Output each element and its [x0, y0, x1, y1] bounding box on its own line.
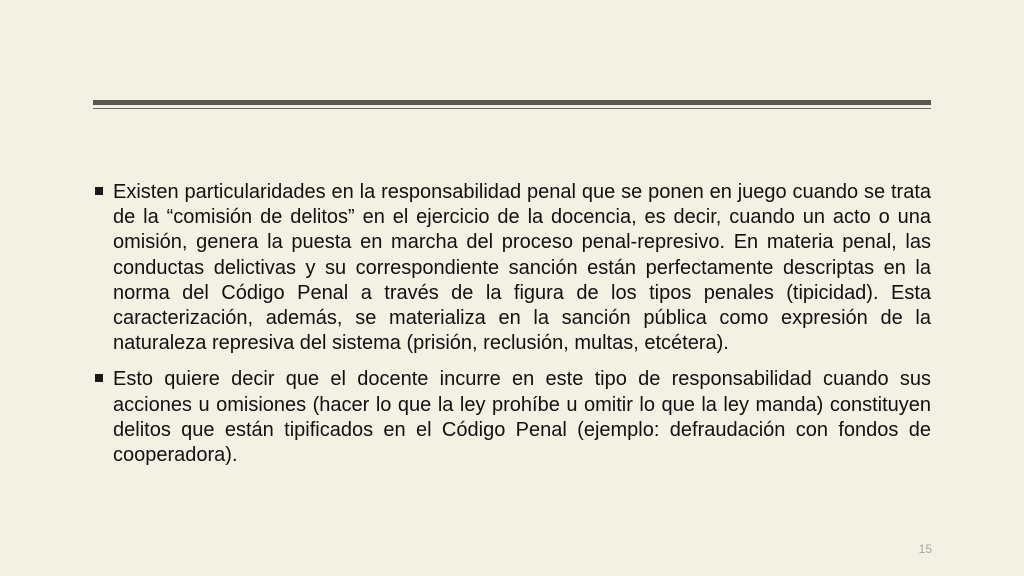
- page-number: 15: [918, 542, 932, 556]
- square-bullet-icon: [95, 374, 103, 382]
- header-rule-thick: [93, 100, 931, 105]
- bullet-item: [95, 367, 931, 468]
- bullet-text: Esto quiere decir que el docente incurre en este tipo de responsabilidad cuando sus acciones u omisiones (hacer lo que la ley prohíbe u omitir lo que la ley manda) constituyen delitos que están tipificados en el Código Penal (ejemplo: defraudación con fondos de cooperadora).: [113, 368, 931, 467]
- bullet-list: [95, 180, 931, 479]
- bullet-text: Existen particularidades en la responsabilidad penal que se ponen en juego cuando se trata de la “comisión de delitos” en el ejercicio de la docencia, es decir, cuando un acto o una omisión, genera la puesta en marcha del proceso penal-represivo. En materia penal, las conductas delictivas y su correspondiente sanción están perfectamente descriptas en la norma del Código Penal a través de la figura de los tipos penales (tipicidad). Esta caracterización, además, se materializa en la sanción pública como expresión de la naturaleza represiva del sistema (prisión, reclusión, multas, etcétera).: [113, 181, 931, 355]
- header-rule-thin: [93, 108, 931, 109]
- square-bullet-icon: [95, 187, 103, 195]
- bullet-item: [95, 180, 931, 356]
